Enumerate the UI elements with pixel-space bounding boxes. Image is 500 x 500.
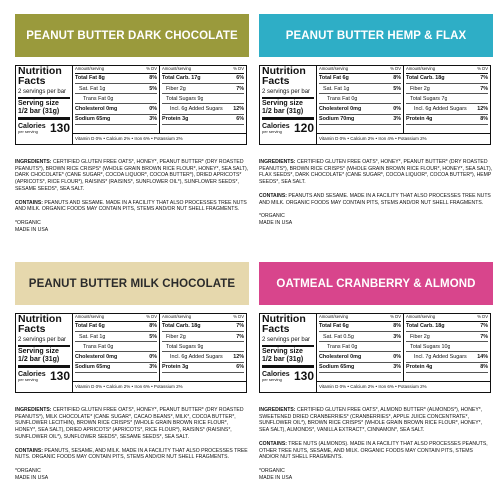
nutrient-row [75,322,157,332]
nutrient-row [162,363,244,373]
nutrient-dv: 8% [393,323,401,330]
nutrient-label: Total Fat 6g [75,323,105,330]
ingredients-block [15,407,249,481]
nutrient-row [162,322,244,332]
nutrient-row [162,332,244,342]
nutrient-row [319,342,401,352]
nutrition-facts-label [259,313,491,393]
made-in-usa: MADE IN USA [259,474,293,481]
organic-note: *ORGANIC [259,213,285,220]
nutrient-label: Fiber 2g [410,85,430,92]
header-dv: % DV [233,314,244,319]
nutrient-dv: 12% [233,105,244,112]
nutrient-label: Total Sugars 7g [410,95,448,102]
nutrient-dv: 0% [149,105,157,112]
calories-label [18,123,46,134]
nutrient-label: Cholesterol 0mg [319,353,362,360]
ingredients-paragraph [15,159,249,193]
nutrient-label: Incl. 6g Added Sugars [414,105,467,112]
nutrient-row [319,104,401,114]
calories-label-text: Calories [262,370,290,378]
ingredients-label: INGREDIENTS: [259,159,296,165]
nutrient-dv: 6% [236,364,244,371]
nutrient-row [319,74,401,84]
header-dv: % DV [146,314,157,319]
nutrient-label: Fiber 2g [166,333,186,340]
nutrient-dv: 0% [149,353,157,360]
contains-paragraph [15,448,249,461]
product-title-banner: PEANUT BUTTER HEMP & FLAX [259,14,493,57]
nutrient-label: Sat. Fat 0.5g [323,333,354,340]
nutrient-table [317,314,490,392]
ingredients-label: INGREDIENTS: [15,159,52,165]
serving-size-value: 1/2 bar (31g) [262,356,314,368]
product-panel [259,14,493,234]
nutrient-row [406,322,488,332]
calories-value: 120 [293,120,314,135]
vitamins-minerals: Vitamin D 0% • Calcium 2% • Iron 6% • Potassium 2% [73,381,246,392]
vitamins-minerals: Vitamin D 0% • Calcium 2% • Iron 6% • Potassium 2% [317,381,490,392]
header-dv: % DV [390,66,401,71]
nutrient-label: Total Fat 8g [75,75,105,82]
nutrient-dv: 3% [393,333,401,340]
ingredients-block [15,159,249,233]
nutrient-label: Cholesterol 0mg [75,353,118,360]
product-title-banner: PEANUT BUTTER MILK CHOCOLATE [15,262,249,305]
nutrient-table [317,66,490,144]
contains-paragraph [15,200,249,213]
serving-size-label: Serving size [262,99,303,107]
vitamins-minerals: Vitamin D 0% • Calcium 2% • Iron 6% • Potassium 2% [73,133,246,144]
product-title-banner: PEANUT BUTTER DARK CHOCOLATE [15,14,249,57]
nutrition-facts-title: Nutrition Facts [262,65,306,87]
contains-text: TREE NUTS (ALMONDS). MADE IN A FACILITY THAT ALSO PROCESSES PEANUTS, OTHER TREE NUTS, SESAME, AND MILK. ORGANIC FOODS MAY CONTAIN PITS, STEMS AND/OR NUT SHELL FRAGMENTS. [259,440,488,461]
ingredients-block [259,159,493,227]
nutrient-row [162,94,244,104]
calories-label [262,371,290,382]
nutrient-row [319,322,401,332]
nutrient-row [162,115,244,125]
nutrient-row [75,332,157,342]
contains-text: PEANUTS AND SESAME. MADE IN A FACILITY THAT ALSO PROCESSES TREE NUTS AND MILK. ORGANIC FOODS MAY CONTAIN PITS, STEMS AND/OR NUT SHELL FRAGMENTS. [15,199,247,213]
nutrient-header [75,314,157,322]
calories-row [18,370,70,382]
calories-value: 130 [49,368,70,383]
calories-label-text: Calories [262,122,290,130]
nutrient-label: Total Carb. 18g [406,75,445,82]
nutrient-label: Sat. Fat 1g [323,85,350,92]
nutrient-row [162,74,244,84]
header-dv: % DV [233,66,244,71]
header-amount: Amount/serving [319,314,349,319]
header-amount: Amount/serving [162,314,192,319]
nutrient-header [75,66,157,74]
nutrient-dv: 8% [393,75,401,82]
nutrient-dv: 8% [149,323,157,330]
contains-label: CONTAINS: [15,447,43,454]
nutrient-row [162,84,244,94]
nutrient-label: Fiber 2g [410,333,430,340]
nutrient-label: Trans Fat 0g [83,343,114,350]
nutrient-dv: 3% [393,364,401,371]
nutrient-dv: 7% [480,75,488,82]
contains-text: PEANUTS, SESAME, AND MILK. MADE IN A FACILITY THAT ALSO PROCESSES TREE NUTS. ORGANIC FOODS MAY CONTAIN PITS, STEMS AND/OR NUT SHELL FRAGMENTS. [15,447,248,461]
nutrient-dv: 7% [480,85,488,92]
ingredients-paragraph [15,407,249,441]
made-in-usa: MADE IN USA [259,220,293,227]
serving-size-label: Serving size [18,99,59,107]
servings-per-container: 2 servings per bar [262,337,314,347]
servings-per-container: 2 servings per bar [18,337,70,347]
nutrient-row [162,342,244,352]
nutrient-row [406,94,488,104]
serving-size-value: 1/2 bar (31g) [18,356,70,368]
nutrient-label: Total Carb. 18g [406,323,445,330]
nutrient-label: Total Sugars 9g [166,343,204,350]
product-title-banner: OATMEAL CRANBERRY & ALMOND [259,262,493,305]
calories-label [262,123,290,134]
nutrient-dv: 7% [236,85,244,92]
organic-note: *ORGANIC [259,468,285,475]
calories-sub-label: per serving [18,376,38,382]
nutrient-header [162,66,244,74]
calories-sub-label: per serving [262,128,282,134]
nutrition-facts-summary [260,314,317,392]
nutrient-column-right [403,66,490,133]
nutrient-dv: 8% [149,75,157,82]
nutrient-column-right [159,66,246,133]
nutrient-header [162,314,244,322]
servings-per-container: 2 servings per bar [262,89,314,99]
nutrient-dv: 14% [477,353,488,360]
product-panel [15,14,249,240]
nutrient-row [75,84,157,94]
ingredients-paragraph [259,407,493,434]
nutrient-label: Sodium 70mg [319,116,355,123]
nutrient-header [406,66,488,74]
nutrient-label: Total Sugars 10g [410,343,451,350]
contains-label: CONTAINS: [15,199,43,206]
nutrient-header [319,66,401,74]
nutrient-dv: 5% [149,333,157,340]
nutrient-label: Sodium 65mg [75,116,111,123]
calories-value: 130 [293,368,314,383]
nutrient-label: Fiber 2g [166,85,186,92]
nutrition-facts-label [15,65,247,145]
header-amount: Amount/serving [406,314,436,319]
header-amount: Amount/serving [75,66,105,71]
nutrient-column-right [403,314,490,381]
nutrient-row [75,94,157,104]
nutrient-label: Cholesterol 0mg [319,105,362,112]
nutrient-column-left [73,314,159,381]
nutrient-label: Trans Fat 0g [327,95,358,102]
nutrient-dv: 12% [477,105,488,112]
organic-note: *ORGANIC [15,468,41,475]
nutrient-row [319,115,401,125]
product-panel [15,262,249,488]
nutrient-label: Total Carb. 18g [162,323,201,330]
serving-size-label: Serving size [18,347,59,355]
nutrient-label: Protein 4g [406,364,433,371]
nutrient-label: Sodium 65mg [75,364,111,371]
ingredients-text: CERTIFIED GLUTEN FREE OATS*, HONEY*, PEANUT BUTTER* (DRY ROASTED PEANUTS*), BROWN RICE CRISPS* (WHOLE GRAIN BROWN RICE FLOUR*, HONEY*, SEA SALT), FLAX SEEDS*, DARK CHOCOLATE* (CANE SUGAR*, COCOA LIQUOR*, COCOA BUTTER*), HEMP SEEDS*, SEA SALT. [259,159,493,186]
nutrient-label: Total Sugars 9g [166,95,204,102]
nutrient-row [319,94,401,104]
nutrient-row [75,342,157,352]
made-in-usa: MADE IN USA [15,474,49,481]
nutrition-facts-label [15,313,247,393]
nutrient-row [406,363,488,373]
nutrient-header [406,314,488,322]
nutrient-row [406,74,488,84]
nutrient-dv: 6% [236,116,244,123]
ingredients-text: CERTIFIED GLUTEN FREE OATS*, ALMOND BUTTER* (ALMONDS*), HONEY*, SWEETENED DRIED CRANBERRIES* (CRANBERRIES*, APPLE JUICE CONCENTRATE*, SUNFLOWER OIL*), BROWN RICE CRISPS* (WHOLE GRAIN BROWN RICE FLOUR*, HONEY*, SEA SALT), ALMONDS*, VANILLA EXTRACT*, CINNAMON*, SEA SALT. [259,407,483,434]
product-panel [259,262,493,488]
nutrient-dv: 5% [149,85,157,92]
nutrient-dv: 3% [149,364,157,371]
nutrient-row [75,363,157,373]
nutrient-row [319,352,401,362]
nutrient-dv: 0% [393,105,401,112]
ingredients-label: INGREDIENTS: [259,407,296,413]
nutrition-facts-summary [16,314,73,392]
nutrient-label: Trans Fat 0g [83,95,114,102]
contains-paragraph [259,193,493,206]
nutrient-label: Incl. 6g Added Sugars [170,105,223,112]
calories-value: 130 [49,120,70,135]
serving-size-value: 1/2 bar (31g) [18,108,70,120]
calories-row [262,370,314,382]
nutrient-row [162,352,244,362]
nutrient-label: Total Fat 6g [319,323,349,330]
nutrient-row [319,332,401,342]
ingredients-text: CERTIFIED GLUTEN FREE OATS*, HONEY*, PEANUT BUTTER* (DRY ROASTED PEANUTS*), BROWN RICE CRISPS* (WHOLE GRAIN BROWN RICE FLOUR*, HONEY*, SEA SALT), DARK CHOCOLATE* (CANE SUGAR*, COCOA LIQUOR*, COCOA BUTTER*), DRIED APRICOTS* (APRICOTS*, RICE FLOUR*), RAISINS* (RAISINS*, SUNFLOWER OIL*), SUNFLOWER SEEDS*, SESAME SEEDS*, SEA SALT. [15,159,249,192]
nutrient-dv: 7% [236,333,244,340]
nutrient-header [319,314,401,322]
calories-label-text: Calories [18,122,46,130]
nutrient-row [75,104,157,114]
contains-label: CONTAINS: [259,440,287,447]
nutrient-label: Sat. Fat 1g [79,333,106,340]
header-amount: Amount/serving [319,66,349,71]
nutrition-facts-title: Nutrition Facts [18,313,62,335]
nutrient-dv: 6% [236,75,244,82]
nutrient-column-left [317,314,403,381]
nutrient-row [406,104,488,114]
nutrient-row [406,352,488,362]
ingredients-text: CERTIFIED GLUTEN FREE OATS*, HONEY*, PEANUT BUTTER* (DRY ROASTED PEANUTS*), MILK CHOCOLATE* (CANE SUGAR*, CACAO BEANS*, MILK*, COCOA BUTTER*, SUNFLOWER LECITHIN), BROWN RICE CRISPS* (WHOLE GRAIN BROWN RICE FLOUR*, HONEY*, SEA SALT), DRIED APRICOTS* (APRICOTS*, RICE FLOUR*), RAISINS* (RAISINS*, SUNFLOWER OIL*), SUNFLOWER SEEDS*, SESAME SEEDS*, SEA SALT. [15,407,244,440]
nutrient-label: Protein 3g [162,116,189,123]
contains-paragraph [259,441,493,461]
nutrient-dv: 8% [480,364,488,371]
nutrient-row [75,115,157,125]
vitamins-minerals: Vitamin D 0% • Calcium 2% • Iron 4% • Potassium 2% [317,133,490,144]
contains-label: CONTAINS: [259,192,287,199]
nutrient-row [406,332,488,342]
serving-size-label: Serving size [262,347,303,355]
calories-sub-label: per serving [262,376,282,382]
header-dv: % DV [477,66,488,71]
nutrient-row [406,115,488,125]
calories-row [18,122,70,134]
nutrient-row [319,363,401,373]
nutrient-row [406,84,488,94]
nutrient-column-left [73,66,159,133]
nutrient-label: Sodium 65mg [319,364,355,371]
servings-per-container: 2 servings per bar [18,89,70,99]
nutrient-dv: 7% [480,323,488,330]
nutrient-table [73,66,246,144]
nutrient-table [73,314,246,392]
nutrition-facts-summary [260,66,317,144]
nutrient-dv: 7% [236,323,244,330]
nutrient-label: Cholesterol 0mg [75,105,118,112]
nutrient-row [75,74,157,84]
serving-size-value: 1/2 bar (31g) [262,108,314,120]
organic-note: *ORGANIC [15,220,41,227]
nutrition-facts-label [259,65,491,145]
nutrition-facts-title: Nutrition Facts [18,65,62,87]
nutrition-facts-title: Nutrition Facts [262,313,306,335]
header-amount: Amount/serving [162,66,192,71]
nutrient-label: Incl. 7g Added Sugars [414,353,467,360]
nutrient-column-right [159,314,246,381]
ingredients-block [259,407,493,481]
header-dv: % DV [390,314,401,319]
ingredients-label: INGREDIENTS: [15,407,52,413]
calories-row [262,122,314,134]
header-dv: % DV [146,66,157,71]
header-amount: Amount/serving [75,314,105,319]
nutrient-label: Protein 3g [162,364,189,371]
calories-label [18,371,46,382]
nutrient-label: Total Fat 6g [319,75,349,82]
nutrient-dv: 8% [480,116,488,123]
contains-text: PEANUTS AND SESAME. MADE IN A FACILITY THAT ALSO PROCESSES TREE NUTS AND MILK. ORGANIC FOODS MAY CONTAIN PITS, STEMS AND/OR NUT SHELL FRAGMENTS. [259,192,491,206]
nutrient-row [75,352,157,362]
nutrition-facts-summary [16,66,73,144]
nutrient-label: Trans Fat 0g [327,343,358,350]
ingredients-paragraph [259,159,493,186]
nutrient-dv: 7% [480,333,488,340]
calories-label-text: Calories [18,370,46,378]
header-dv: % DV [477,314,488,319]
nutrient-dv: 12% [233,353,244,360]
nutrient-label: Protein 4g [406,116,433,123]
nutrient-row [406,342,488,352]
nutrient-label: Sat. Fat 1g [79,85,106,92]
nutrient-label: Incl. 6g Added Sugars [170,353,223,360]
nutrient-column-left [317,66,403,133]
header-amount: Amount/serving [406,66,436,71]
nutrient-label: Total Carb. 17g [162,75,201,82]
made-in-usa: MADE IN USA [15,226,49,233]
nutrient-dv: 3% [393,116,401,123]
nutrient-dv: 0% [393,353,401,360]
nutrient-row [162,104,244,114]
calories-sub-label: per serving [18,128,38,134]
nutrient-dv: 5% [393,85,401,92]
nutrient-row [319,84,401,94]
nutrient-dv: 3% [149,116,157,123]
